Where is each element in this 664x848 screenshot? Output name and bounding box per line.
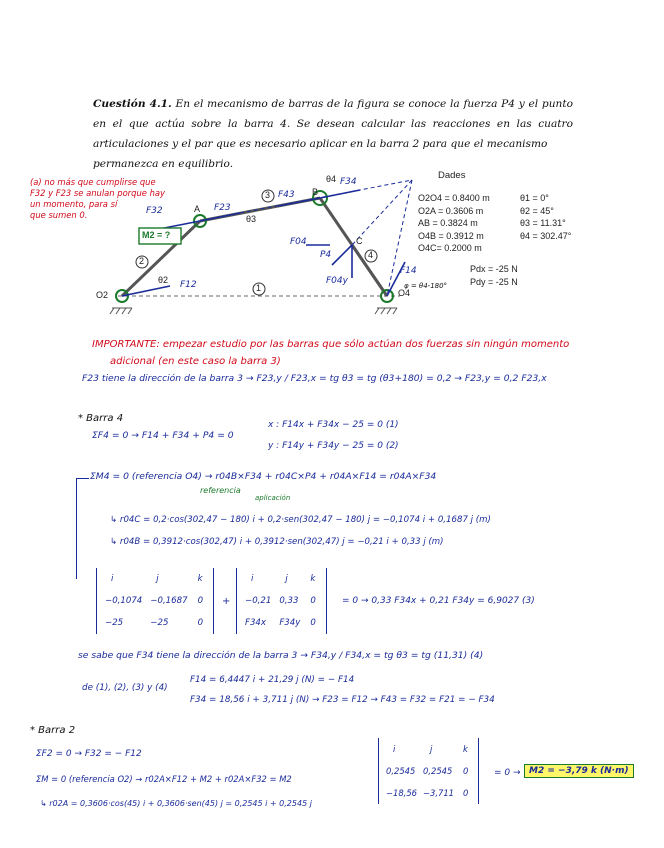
label-f04y: F04y bbox=[326, 276, 348, 286]
se-sabe: se sabe que F34 tiene la dirección de la barra 3 → F34,y / F34,x = tg θ3 = tg (11,31) (4) bbox=[78, 650, 484, 661]
data-line: O2O4 = 0.8400 m bbox=[418, 193, 490, 203]
support-o2 bbox=[110, 308, 132, 314]
det-head: j bbox=[285, 574, 288, 584]
red-note-line: un momento, para sí bbox=[30, 199, 118, 209]
data-force: Pdy = -25 N bbox=[470, 276, 518, 287]
label-f14: F14 bbox=[400, 266, 417, 276]
det-cell: −0,21 bbox=[245, 596, 272, 606]
det-cell: −25 bbox=[150, 618, 169, 628]
det-cell: 0,33 bbox=[279, 596, 299, 606]
determinant-1 bbox=[96, 568, 214, 634]
det-cell: −18,56 bbox=[386, 788, 417, 798]
red-note-line: F32 y F23 se anulan porque hay bbox=[30, 188, 165, 198]
label-bar3: 3 bbox=[265, 190, 271, 200]
label-bar2: 2 bbox=[139, 256, 145, 266]
red-note-line: (a) no más que cumplirse que bbox=[30, 177, 156, 187]
referencia-note: referencia bbox=[200, 486, 241, 495]
det-cell: −3,711 bbox=[423, 788, 454, 798]
red-note bbox=[30, 177, 165, 221]
problem-heading: Cuestión 4.1. bbox=[93, 98, 172, 110]
sol-2: F34 = 18,56 i + 3,711 j (N) → F23 = F12 → F43 = F32 = F21 = − F34 bbox=[190, 695, 495, 705]
p4-arrow bbox=[332, 245, 352, 265]
plus-sign: + bbox=[222, 596, 231, 607]
data-angle: θ3 = 11.31° bbox=[520, 218, 566, 228]
b2-summ: ΣM = 0 (referencia O2) → r02A×F12 + M2 + r02A×F32 = M2 bbox=[36, 774, 292, 784]
label-bar1: 1 bbox=[256, 283, 262, 293]
det-cell: 0 bbox=[197, 596, 204, 606]
problem-text-b: y el punto en el que actúa sobre la barra 4. Se desean calcular las reacciones en las cuatro articulaciones y el par que es necesario aplicar en la barra 2 para que el mecanismo bbox=[93, 98, 573, 150]
result-box: M2 = −3,79 k (N·m) bbox=[524, 764, 634, 778]
r04b-eq: ↳ r04B = 0,3912·cos(302,47) i + 0,3912·sen(302,47) j = −0,21 i + 0,33 j (m) bbox=[110, 537, 444, 547]
dashed-2 bbox=[387, 180, 412, 296]
bracket-line bbox=[76, 478, 89, 579]
data-angle: θ4 = 302.47° bbox=[520, 230, 572, 241]
force-symbol: P4 bbox=[501, 98, 516, 110]
data-line: AB = 0.3824 m bbox=[418, 218, 478, 228]
sol-1: F14 = 6,4447 i + 21,29 j (N) = − F14 bbox=[190, 675, 355, 685]
label-bar4: 4 bbox=[368, 250, 374, 260]
barra4-title: * Barra 4 bbox=[78, 413, 124, 424]
label-angle-note: φ = θ4-180° bbox=[404, 282, 448, 290]
det-cell: F34y bbox=[279, 618, 301, 628]
label-f32: F32 bbox=[146, 206, 163, 216]
label-p4: P4 bbox=[320, 250, 332, 260]
label-f34: F34 bbox=[340, 177, 357, 187]
data-title: Dades bbox=[438, 170, 466, 181]
data-line: O2A = 0.3606 m bbox=[418, 205, 484, 216]
det-head: j bbox=[430, 744, 433, 754]
support-o4 bbox=[375, 308, 397, 314]
det2-table bbox=[241, 568, 322, 634]
label-f04: F04 bbox=[290, 237, 307, 247]
data-angle: θ2 = 45° bbox=[520, 205, 554, 216]
label-o2: O2 bbox=[96, 290, 109, 300]
f23-direction: F23 tiene la dirección de la barra 3 → F23,y / F23,x = tg θ3 = tg (θ3+180) = 0,2 → F23,y = 0,2 F23,x bbox=[82, 373, 547, 384]
data-line: O4C= 0.2000 m bbox=[418, 243, 482, 253]
det-cell: 0 bbox=[197, 618, 204, 628]
label-f43: F43 bbox=[278, 190, 295, 200]
det-cell: F34x bbox=[245, 618, 266, 628]
det-head: k bbox=[197, 574, 203, 584]
important-line: IMPORTANTE: empezar estudio por las barras que sólo actúan dos fuerzas sin ningún momento bbox=[92, 339, 570, 350]
det-head: i bbox=[251, 574, 254, 584]
f23-arrow bbox=[200, 213, 240, 221]
aplicacion-note: aplicación bbox=[255, 494, 291, 502]
det-cell: 0 bbox=[463, 766, 469, 776]
data-lengths bbox=[418, 192, 490, 255]
det-cell: 0 bbox=[310, 596, 316, 606]
det-head: k bbox=[463, 744, 468, 754]
data-line: O4B = 0.3912 m bbox=[418, 230, 484, 241]
mat-result: = 0 → 0,33 F34x + 0,21 F34y = 6,9027 (3) bbox=[342, 596, 535, 606]
data-angle: θ1 = 0° bbox=[520, 193, 549, 203]
det-cell: −0,1687 bbox=[150, 596, 188, 606]
sumf-x: x : F14x + F34x − 25 = 0 (1) bbox=[268, 420, 399, 430]
summ-eq: ΣM4 = 0 (referencia O4) → r04B×F34 + r04C×P4 + r04A×F14 = r04A×F34 bbox=[90, 471, 437, 482]
det-cell: −25 bbox=[105, 618, 124, 628]
label-theta2: θ2 bbox=[158, 275, 169, 285]
r04c-eq: ↳ r04C = 0,2·cos(302,47 − 180) i + 0,2·sen(302,47 − 180) j = −0,1074 i + 0,1687 j (m) bbox=[110, 515, 491, 525]
label-m2: M2 = ? bbox=[142, 230, 171, 240]
label-a: A bbox=[194, 204, 201, 214]
det-head: i bbox=[393, 744, 396, 754]
det-cell: 0 bbox=[463, 788, 469, 798]
det-head: k bbox=[310, 574, 316, 584]
det-cell: 0,2545 bbox=[386, 766, 416, 776]
determinant-2 bbox=[236, 568, 327, 634]
det-cell: 0,2545 bbox=[423, 766, 453, 776]
det3-table bbox=[383, 738, 474, 804]
b2-sumf: ΣF2 = 0 → F32 = − F12 bbox=[36, 749, 142, 759]
det1-table bbox=[101, 568, 209, 634]
data-force: Pdx = -25 N bbox=[470, 264, 518, 274]
de-eqs: de (1), (2), (3) y (4) bbox=[82, 683, 168, 693]
det-cell: −0,1074 bbox=[105, 596, 143, 606]
label-f12: F12 bbox=[180, 280, 197, 290]
determinant-3 bbox=[378, 738, 479, 804]
sumf-main: ΣF4 = 0 → F14 + F34 + P4 = 0 bbox=[92, 430, 234, 441]
problem-text-c: permanezca en equilibrio. bbox=[93, 158, 234, 170]
important-line: adicional (en este caso la barra 3) bbox=[110, 356, 281, 367]
label-f23: F23 bbox=[214, 203, 231, 213]
label-b: B bbox=[312, 187, 319, 197]
barra2-title: * Barra 2 bbox=[30, 725, 76, 736]
b2-eq: = 0 → bbox=[494, 768, 521, 778]
red-note-line: que sumen 0. bbox=[30, 210, 88, 220]
b2-r: ↳ r02A = 0,3606·cos(45) i + 0,3606·sen(45) j = 0,2545 i + 0,2545 j bbox=[40, 799, 312, 808]
det-cell: 0 bbox=[310, 618, 316, 628]
label-theta3: θ3 bbox=[246, 214, 257, 224]
problem-text-a: En el mecanismo de barras de la figura se conoce la fuerza bbox=[175, 98, 498, 110]
sumf-y: y : F14y + F34y − 25 = 0 (2) bbox=[268, 441, 399, 451]
label-c: C bbox=[356, 236, 363, 246]
det-head: j bbox=[156, 574, 159, 584]
important-note bbox=[92, 336, 569, 370]
data-forces bbox=[470, 263, 518, 288]
det-head: i bbox=[111, 574, 114, 584]
label-theta4: θ4 bbox=[326, 174, 337, 184]
data-angles bbox=[520, 192, 571, 242]
label-o4: O4 bbox=[398, 288, 411, 298]
